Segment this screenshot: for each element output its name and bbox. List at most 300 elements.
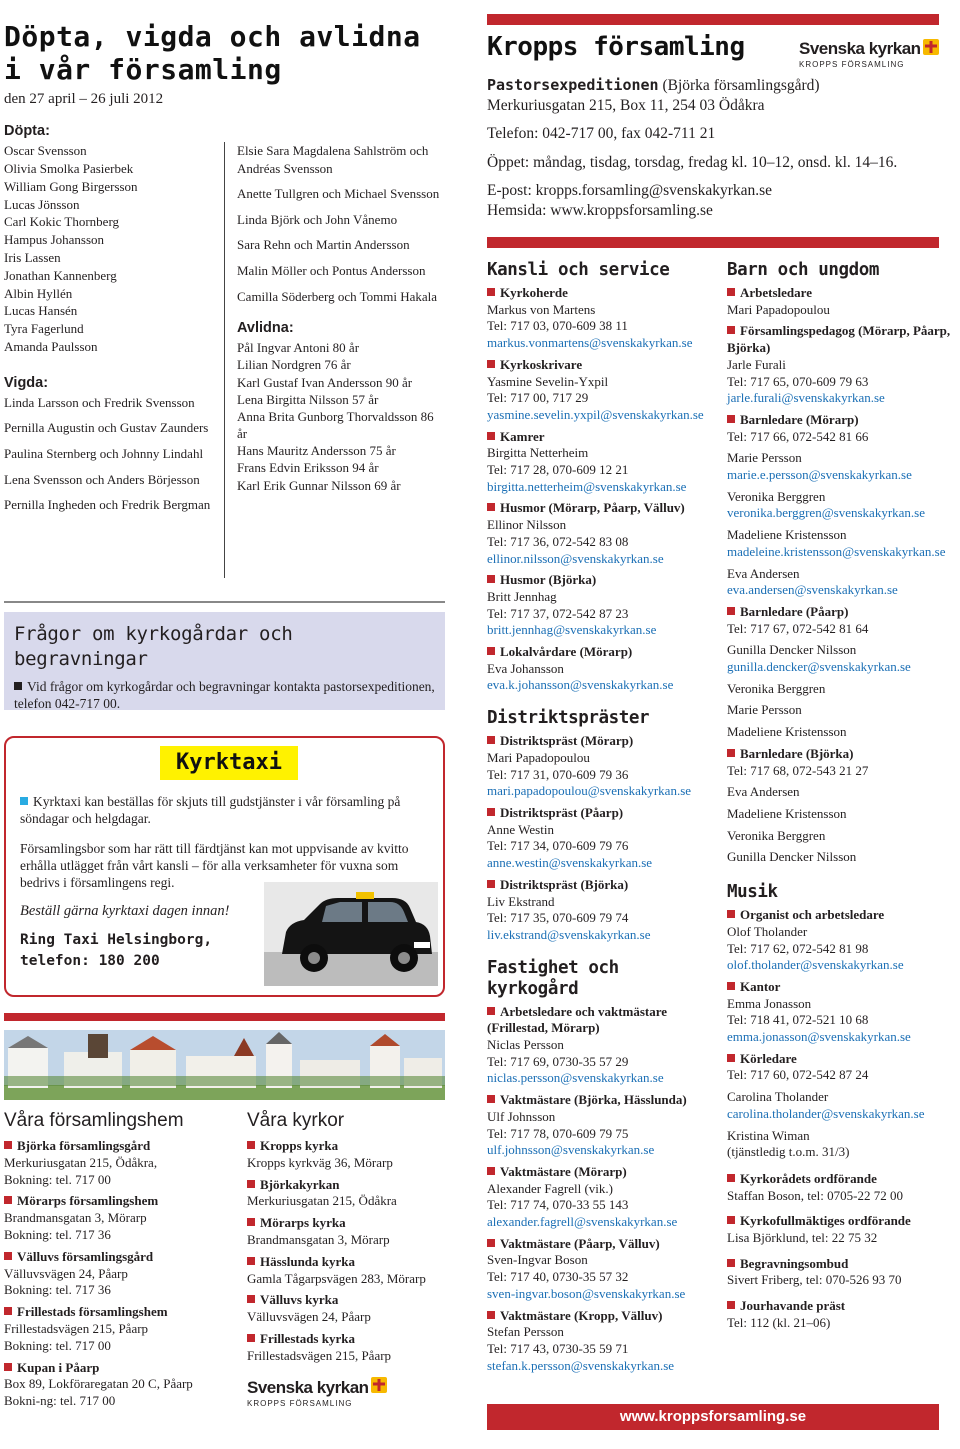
- married-couple: Paulina Sternberg och Johnny Lindahl: [4, 446, 204, 461]
- deceased-name: Pål Ingvar Antoni 80 år: [237, 340, 360, 356]
- cemetery-questions-box: [4, 612, 445, 710]
- forsamlingshem-name: Välluvs församlingsgård: [17, 1248, 154, 1264]
- staff-name: Birgitta Netterheim: [487, 445, 589, 461]
- youth-line: Tel: 717 66, 072-542 81 66: [727, 428, 869, 444]
- forsamlingshem-address: Frillestadsvägen 215, Påarp: [4, 1321, 149, 1337]
- deceased-name: Frans Edvin Eriksson 94 år: [237, 460, 379, 476]
- bullet-square-icon: [487, 1007, 495, 1015]
- choir-leader-line: (tjänstledig t.o.m. 31/3): [727, 1144, 850, 1160]
- kyrkor-item: [247, 1177, 457, 1211]
- staff-entry: [487, 1308, 719, 1375]
- forsamlingshem-item: [4, 1138, 242, 1188]
- bullet-square-icon: [727, 1174, 735, 1182]
- staff-phone: Tel: 717 62, 072-542 81 98: [727, 940, 869, 956]
- staff-phone: Tel: 717 36, 072-542 83 08: [487, 533, 629, 549]
- staff-entry: [727, 1051, 952, 1084]
- church-taxi-intro: Kyrktaxi kan beställas för skjuts till gudstjänster i vår församling på söndagar och helgdagar.: [20, 794, 401, 826]
- staff-phone: Tel: 717 34, 070-609 79 76: [487, 838, 629, 854]
- staff-entry: [487, 877, 719, 944]
- youth-phone: Tel: 717 68, 072-543 21 27: [727, 762, 869, 778]
- district-priests-list: [487, 733, 719, 943]
- baptized-name: Iris Lassen: [4, 249, 61, 265]
- forsamlingshem-booking: Bokni-ng: tel. 717 00: [4, 1393, 116, 1409]
- bullet-square-icon: [487, 880, 495, 888]
- bullet-square-icon: [487, 808, 495, 816]
- staff-role: Vaktmästare (Björka, Hässlunda): [500, 1092, 687, 1108]
- staff-role: Husmor (Björka): [500, 572, 597, 588]
- staff-name: Yasmine Sevelin-Yxpil: [487, 373, 609, 389]
- office-heading: Pastorsexpeditionen: [487, 76, 659, 94]
- staff-entry: [727, 979, 952, 1046]
- open-label: Öppet:: [487, 153, 530, 171]
- svenska-kyrkan-header-logo: [799, 38, 921, 71]
- section-divider: [4, 601, 445, 603]
- council-role: Begravningsombud: [740, 1255, 849, 1271]
- kyrkor-name: Björkakyrkan: [260, 1176, 340, 1192]
- youth-entry: [727, 412, 952, 445]
- staff-phone: Tel: 717 03, 070-609 38 11: [487, 318, 628, 334]
- youth-role: Församlingspedagog (Mörarp, Påarp, Björka): [727, 323, 951, 356]
- bullet-square-icon: [4, 1141, 12, 1149]
- baptized-name: Lucas Hansén: [4, 303, 78, 319]
- staff-phone: Tel: 717 60, 072-542 87 24: [727, 1067, 869, 1083]
- staff-entry: [487, 1092, 719, 1159]
- staff-email[interactable]: markus.vonmartens@svenskakyrkan.se: [487, 335, 693, 351]
- bullet-square-icon: [487, 360, 495, 368]
- date-range: den 27 april – 26 juli 2012: [4, 91, 164, 107]
- married-couple: Linda Larsson och Fredrik Svensson: [4, 394, 195, 410]
- office-email[interactable]: kropps.forsamling@svenskakyrkan.se: [535, 182, 773, 199]
- staff-role: Lokalvårdare (Mörarp): [500, 644, 633, 660]
- staff-role: Kyrkoskrivare: [500, 356, 583, 372]
- youth-leader-name: Veronika Berggren: [727, 827, 826, 843]
- married-couple: Malin Möller och Pontus Andersson: [237, 262, 426, 278]
- kyrkor-item: [247, 1138, 457, 1172]
- bullet-square-icon: [487, 575, 495, 583]
- bullet-square-icon: [487, 503, 495, 511]
- deceased-name: Lena Birgitta Nilsson 57 år: [237, 391, 379, 407]
- header-logo-sub-text: KROPPS FÖRSAMLING: [799, 60, 905, 70]
- youth-leader-name: Madeliene Kristensson: [727, 527, 847, 543]
- deceased-list: [237, 339, 447, 493]
- kyrkor-item: [247, 1331, 457, 1365]
- staff-entry: [487, 805, 719, 872]
- kyrkor-name: Kropps kyrka: [260, 1138, 339, 1154]
- forsamlingshem-item: [4, 1360, 242, 1410]
- parish-office-section: [487, 30, 939, 220]
- staff-email[interactable]: stefan.k.persson@svenskakyrkan.se: [487, 1357, 675, 1373]
- youth-leader: [727, 642, 952, 675]
- deceased-name: Karl Gustaf Ivan Andersson 90 år: [237, 374, 413, 390]
- churches-section: [247, 1108, 457, 1410]
- council-role: Jourhavande präst: [740, 1298, 846, 1314]
- baptized-name: Tyra Fagerlund: [4, 321, 84, 337]
- married-list-part2: [237, 142, 447, 305]
- baptized-name: Olivia Smolka Pasierbek: [4, 160, 134, 176]
- column-divider: [224, 142, 225, 578]
- baptized-name: Oscar Svensson: [4, 143, 87, 159]
- church-taxi-book-ahead: Beställ gärna kyrktaxi dagen innan!: [20, 903, 230, 919]
- forsamlingshem-booking: Bokning: tel. 717 36: [4, 1227, 111, 1243]
- staff-role: Distriktspräst (Mörarp): [500, 733, 634, 749]
- youth-leader-name: Madeliene Kristensson: [727, 724, 847, 740]
- bullet-square-icon: [487, 1095, 495, 1103]
- baptized-name: Lucas Jönsson: [4, 196, 80, 212]
- staff-phone: Tel: 717 28, 070-609 12 21: [487, 462, 629, 478]
- office-website[interactable]: www.kroppsforsamling.se: [550, 201, 713, 219]
- staff-phone: Tel: 717 31, 070-609 79 36: [487, 766, 629, 782]
- logo-main-text: Svenska kyrkan: [247, 1377, 369, 1397]
- deceased-name: Lilian Nordgren 76 år: [237, 357, 351, 373]
- kyrkor-name: Mörarps kyrka: [260, 1215, 346, 1231]
- churches-heading: Våra kyrkor: [247, 1110, 345, 1131]
- youth-role: Barnledare (Påarp): [740, 603, 849, 619]
- staff-entry: [487, 429, 719, 496]
- youth-leader-email[interactable]: madeleine.kristensson@svenskakyrkan.se: [727, 543, 946, 559]
- church-taxi-box: [4, 736, 445, 997]
- staff-entry: [487, 357, 719, 424]
- baptized-name: Jonathan Kannenberg: [4, 267, 117, 283]
- parish-halls-heading: Våra församlingshem: [4, 1110, 184, 1131]
- office-place: (Björka församlingsgård): [662, 77, 820, 94]
- staff-email[interactable]: ellinor.nilsson@svenskakyrkan.se: [487, 550, 664, 566]
- youth-entry-bjorka: [727, 746, 952, 779]
- youth-email[interactable]: jarle.furali@svenskakyrkan.se: [727, 390, 885, 406]
- staff-email[interactable]: niclas.persson@svenskakyrkan.se: [487, 1070, 664, 1086]
- choir-leader-line: Kristina Wiman: [727, 1127, 810, 1143]
- youth-line: Mari Papadopoulou: [727, 301, 830, 317]
- staff-name: Eva Johansson: [487, 660, 564, 676]
- page-title-line2: i vår församling: [4, 53, 282, 86]
- staff-role: Körledare: [740, 1050, 797, 1066]
- kyrkor-address: Frillestadsvägen 215, Påarp: [247, 1347, 392, 1363]
- kyrkor-address: Brandmansgatan 3, Mörarp: [247, 1232, 390, 1248]
- staff-role: Arbetsledare och vaktmästare (Frillestad, Mörarp): [487, 1003, 668, 1036]
- council-line: Lisa Björklund, tel: 22 75 32: [727, 1230, 878, 1246]
- married-couple: Lena Svensson och Anders Börjesson: [4, 471, 200, 487]
- council-line: Sivert Friberg, tel: 070-526 93 70: [727, 1272, 902, 1288]
- staff-phone: Tel: 718 41, 072-521 10 68: [727, 1012, 869, 1028]
- staff-role: Vaktmästare (Påarp, Välluv): [500, 1235, 660, 1251]
- forsamlingshem-address: Brandmansgatan 3, Mörarp: [4, 1210, 147, 1226]
- cemetery-questions-heading: Frågor om kyrkogårdar och begravningar: [14, 623, 293, 671]
- cemetery-questions-text: Vid frågor om kyrkogårdar och begravningar kontakta pastorsexpeditionen, telefon 042-717 00.: [14, 679, 435, 712]
- parish-halls-section: [4, 1108, 242, 1410]
- staff-phone: Tel: 717 43, 0730-35 59 71: [487, 1340, 629, 1356]
- forsamlingshem-item: [4, 1249, 242, 1299]
- youth-role: Barnledare (Mörarp): [740, 411, 859, 427]
- staff-role: Distriktspräst (Påarp): [500, 804, 624, 820]
- youth-leader-email[interactable]: gunilla.dencker@svenskakyrkan.se: [727, 659, 911, 675]
- staff-name: Ellinor Nilsson: [487, 517, 567, 533]
- office-hours: måndag, tisdag, torsdag, fredag kl. 10–12, onsd. kl. 14–16.: [533, 153, 898, 171]
- kyrkor-address: Välluvsvägen 24, Påarp: [247, 1309, 371, 1325]
- baptized-name: Hampus Johansson: [4, 232, 105, 248]
- baptized-list: [4, 142, 219, 356]
- youth-leader-email[interactable]: eva.andersen@svenskakyrkan.se: [727, 582, 898, 598]
- staff-name: Stefan Persson: [487, 1324, 564, 1340]
- kyrkor-address: Merkuriusgatan 215, Ödåkra: [247, 1193, 397, 1209]
- baptized-name: Albin Hyllén: [4, 285, 73, 301]
- staff-email[interactable]: olof.tholander@svenskakyrkan.se: [727, 957, 904, 973]
- office-service-heading: Kansli och service: [487, 260, 670, 280]
- page-title-line1: Döpta, vigda och avlidna: [4, 20, 421, 53]
- bullet-square-icon: [727, 607, 735, 615]
- council-entry: [727, 1298, 952, 1331]
- married-deceased-column: [237, 142, 447, 494]
- youth-leader-name: Eva Andersen: [727, 565, 800, 581]
- bullet-square-icon: [727, 288, 735, 296]
- deceased-name: Hans Mauritz Andersson 75 år: [237, 443, 396, 459]
- staff-email[interactable]: sven-ingvar.boson@svenskakyrkan.se: [487, 1285, 686, 1301]
- council-entry: [727, 1171, 952, 1204]
- property-heading-line1: Fastighet och: [487, 957, 619, 978]
- youth-leader-name: Eva Andersen: [727, 784, 800, 800]
- forsamlingshem-name: Kupan i Påarp: [17, 1359, 100, 1375]
- staff-phone: Tel: 717 35, 070-609 79 74: [487, 910, 629, 926]
- staff-email[interactable]: alexander.fagrell@svenskakyrkan.se: [487, 1214, 678, 1230]
- red-mid-bar: [487, 237, 939, 248]
- staff-role: Husmor (Mörarp, Påarp, Välluv): [500, 500, 685, 516]
- staff-email[interactable]: birgitta.netterheim@svenskakyrkan.se: [487, 478, 687, 494]
- choir-leader-name: Carolina Tholander: [727, 1089, 829, 1105]
- property-list: [487, 1004, 719, 1375]
- bullet-square-icon: [487, 432, 495, 440]
- youth-leader: [727, 527, 952, 560]
- kyrkor-address: Kropps kyrkväg 36, Mörarp: [247, 1154, 393, 1170]
- staff-entry: [487, 285, 719, 352]
- staff-email[interactable]: liv.ekstrand@svenskakyrkan.se: [487, 926, 651, 942]
- staff-name: Anne Westin: [487, 821, 554, 837]
- web-label: Hemsida:: [487, 201, 547, 219]
- staff-email[interactable]: eva.k.johansson@svenskakyrkan.se: [487, 677, 674, 693]
- staff-role: Kyrkoherde: [500, 285, 568, 300]
- kyrkor-name: Frillestads kyrka: [260, 1331, 355, 1347]
- bullet-square-icon: [247, 1218, 255, 1226]
- website-footer-link[interactable]: www.kroppsforsamling.se: [487, 1404, 939, 1430]
- staff-name: Ulf Johnsson: [487, 1108, 556, 1124]
- staff-name: Markus von Martens: [487, 301, 596, 317]
- married-couple: Elsie Sara Magdalena Sahlström och Andréas Svensson: [237, 143, 429, 176]
- youth-leader-name: Gunilla Dencker Nilsson: [727, 849, 857, 865]
- youth-role: Barnledare (Björka): [740, 745, 854, 761]
- staff-entry: [487, 500, 719, 567]
- bullet-square-icon: [247, 1334, 255, 1342]
- office-service-list: [487, 285, 719, 694]
- staff-phone: Tel: 717 40, 0730-35 57 32: [487, 1269, 629, 1285]
- bullet-square-icon: [487, 288, 495, 296]
- email-label: E-post:: [487, 182, 532, 199]
- office-phone: 042-717 00, fax 042-711 21: [542, 125, 716, 142]
- youth-leader-email[interactable]: veronika.berggren@svenskakyrkan.se: [727, 505, 926, 521]
- staff-email[interactable]: emma.jonasson@svenskakyrkan.se: [727, 1029, 911, 1045]
- kyrkor-item: [247, 1292, 457, 1326]
- choir-leader-leave: [727, 1128, 952, 1161]
- staff-phone: Tel: 717 37, 072-542 87 23: [487, 605, 629, 621]
- district-priests-heading: Distriktspräster: [487, 708, 650, 729]
- baptized-heading: Döpta:: [4, 123, 50, 139]
- choir-leader: [727, 1089, 952, 1122]
- council-line: Staffan Boson, tel: 0705-22 72 00: [727, 1187, 903, 1203]
- youth-leader-name: Madeliene Kristensson: [727, 805, 847, 821]
- deceased-name: Karl Erik Gunnar Nilsson 69 år: [237, 477, 401, 493]
- staff-column-right: [727, 256, 952, 1341]
- svenska-kyrkan-logo: [247, 1377, 457, 1410]
- bullet-square-icon: [727, 1301, 735, 1309]
- bullet-square-icon: [487, 1239, 495, 1247]
- youth-line: Tel: 717 65, 070-609 79 63: [727, 373, 869, 389]
- church-taxi-eligibility: Församlingsbor som har rätt till färdtjänst kan mot uppvisande av kvitto erhålla utlägget från vårt kansli – för alla verksamheter för vuxna som bedrivs i församlingens regi.: [20, 841, 409, 890]
- parish-title: Kropps församling: [487, 32, 745, 62]
- bullet-square-icon: [487, 736, 495, 744]
- staff-phone: Tel: 717 00, 717 29: [487, 390, 589, 406]
- married-couple: Linda Björk och John Vånemo: [237, 211, 398, 227]
- baptized-name: Carl Kokic Thornberg: [4, 214, 120, 230]
- forsamlingshem-name: Björka församlingsgård: [17, 1138, 151, 1154]
- staff-column-left: [487, 256, 719, 1379]
- bullet-square-icon: [727, 1054, 735, 1062]
- bullet-square-icon: [727, 910, 735, 918]
- bullet-square-icon: [4, 1307, 12, 1315]
- red-top-bar: [487, 14, 939, 25]
- church-cross-logo-icon: [923, 39, 939, 55]
- staff-name: Britt Jennhag: [487, 588, 557, 604]
- bullet-square-icon: [727, 1216, 735, 1224]
- bullet-square-icon: [247, 1257, 255, 1265]
- music-list: [727, 907, 952, 1331]
- staff-role: Organist och arbetsledare: [740, 907, 885, 923]
- births-weddings-deaths-header: [4, 20, 444, 110]
- staff-email[interactable]: ulf.johnsson@svenskakyrkan.se: [487, 1142, 655, 1158]
- council-entry: [727, 1256, 952, 1289]
- kyrkor-item: [247, 1215, 457, 1249]
- council-entry: [727, 1213, 952, 1246]
- staff-email[interactable]: mari.papadopoulou@svenskakyrkan.se: [487, 783, 692, 799]
- married-list-part1: [4, 394, 219, 514]
- youth-phone: Tel: 717 67, 072-542 81 64: [727, 620, 869, 636]
- kyrkor-item: [247, 1254, 457, 1288]
- staff-name: Mari Papadopoulou: [487, 749, 590, 765]
- youth-entry: [727, 323, 952, 407]
- kyrkor-name: Hässlunda kyrka: [260, 1253, 356, 1269]
- married-couple: Anette Tullgren och Michael Svensson: [237, 186, 440, 202]
- youth-leader-name: Veronika Berggren: [727, 680, 826, 696]
- bullet-square-icon: [4, 1363, 12, 1371]
- staff-name: Sven-Ingvar Boson: [487, 1252, 588, 1268]
- staff-entry: [487, 644, 719, 694]
- staff-phone: Tel: 717 74, 070-33 55 143: [487, 1197, 629, 1213]
- taxi-company-line1: Ring Taxi Helsingborg,: [20, 932, 213, 948]
- church-taxi-label: Kyrktaxi: [160, 746, 298, 780]
- bullet-square-icon: [487, 1167, 495, 1175]
- youth-leader-name: Veronika Berggren: [727, 488, 826, 504]
- staff-entry: [487, 733, 719, 800]
- staff-email[interactable]: britt.jennhag@svenskakyrkan.se: [487, 622, 657, 638]
- choir-leader-email[interactable]: carolina.tholander@svenskakyrkan.se: [727, 1105, 925, 1121]
- forsamlingshem-booking: Bokning: tel. 717 00: [4, 1171, 111, 1187]
- bullet-square-icon: [727, 982, 735, 990]
- baptized-married-column: [4, 108, 219, 522]
- youth-leader: [727, 489, 952, 522]
- deceased-name: Anna Brita Gunborg Thorvaldsson 86 år: [237, 408, 434, 442]
- parish-halls-list: [4, 1138, 242, 1410]
- bullet-square-icon: [247, 1295, 255, 1303]
- office-address: Merkuriusgatan 215, Box 11, 254 03 Ödåkra: [487, 96, 765, 114]
- youth-entry: [727, 285, 952, 318]
- youth-role: Arbetsledare: [740, 285, 812, 300]
- forsamlingshem-name: Frillestads församlingshem: [17, 1304, 168, 1320]
- youth-leader-name: Gunilla Dencker Nilsson: [727, 642, 857, 658]
- taxi-car-icon: [264, 882, 438, 986]
- married-couple: Pernilla Ingheden och Fredrik Bergman: [4, 497, 211, 513]
- music-heading: Musik: [727, 882, 778, 903]
- bullet-square-icon: [727, 1259, 735, 1267]
- forsamlingshem-booking: Bokning: tel. 717 36: [4, 1282, 111, 1298]
- staff-role: Kantor: [740, 978, 781, 994]
- churches-list: [247, 1138, 457, 1365]
- staff-phone: Tel: 717 78, 070-609 79 75: [487, 1125, 629, 1141]
- youth-leader-name: Marie Persson: [727, 702, 802, 718]
- logo-sub-text: KROPPS FÖRSAMLING: [247, 1399, 353, 1409]
- church-photo-strip-icon: [4, 1030, 445, 1100]
- baptized-name: Amanda Paulsson: [4, 338, 98, 354]
- bullet-square-icon: [727, 749, 735, 757]
- council-role: Kyrkorådets ordförande: [740, 1170, 877, 1186]
- staff-entry: [487, 572, 719, 639]
- bullet-square-icon: [727, 415, 735, 423]
- bullet-square-icon: [727, 326, 735, 334]
- taxi-phone: telefon: 180 200: [20, 953, 160, 969]
- youth-leader: [727, 450, 952, 483]
- staff-role: Distriktspräst (Björka): [500, 876, 629, 892]
- youth-heading: Barn och ungdom: [727, 260, 880, 280]
- youth-leader-email[interactable]: marie.e.persson@svenskakyrkan.se: [727, 467, 912, 483]
- staff-entry: [487, 1164, 719, 1231]
- staff-email[interactable]: yasmine.sevelin.yxpil@svenskakyrkan.se: [487, 406, 704, 422]
- forsamlingshem-address: Välluvsvägen 24, Påarp: [4, 1265, 128, 1281]
- forsamlingshem-item: [4, 1193, 242, 1243]
- staff-role: Kamrer: [500, 428, 545, 444]
- forsamlingshem-address: Merkuriusgatan 215, Ödåkra,: [4, 1154, 158, 1170]
- staff-entry: [727, 907, 952, 974]
- bullet-square-icon: [4, 1196, 12, 1204]
- council-role: Kyrkofullmäktiges ordförande: [740, 1213, 911, 1229]
- youth-entry-paarp: [727, 604, 952, 637]
- staff-name: Niclas Persson: [487, 1037, 564, 1053]
- forsamlingshem-address: Box 89, Lokföraregatan 20 C, Påarp: [4, 1376, 193, 1392]
- staff-entry: [487, 1236, 719, 1303]
- bullet-square-icon: [14, 682, 22, 690]
- staff-role: Vaktmästare (Kropp, Välluv): [500, 1307, 663, 1323]
- youth-leader: [727, 566, 952, 599]
- kyrkor-address: Gamla Tågarpsvägen 283, Mörarp: [247, 1270, 426, 1286]
- phone-label: Telefon:: [487, 125, 539, 142]
- baptized-name: William Gong Birgersson: [4, 178, 138, 194]
- bullet-square-icon: [4, 1252, 12, 1260]
- bullet-square-icon: [247, 1141, 255, 1149]
- youth-leader-name: Marie Persson: [727, 450, 802, 466]
- bullet-square-icon: [487, 1311, 495, 1319]
- married-couple: Sara Rehn och Martin Andersson: [237, 237, 410, 253]
- bullet-square-icon: [247, 1180, 255, 1188]
- youth-list: [727, 285, 952, 866]
- staff-name: Alexander Fagrell (vik.): [487, 1180, 613, 1196]
- red-divider: [4, 1013, 445, 1021]
- staff-email[interactable]: anne.westin@svenskakyrkan.se: [487, 855, 653, 871]
- staff-name: Emma Jonasson: [727, 995, 812, 1011]
- forsamlingshem-item: [4, 1304, 242, 1354]
- married-couple: Camilla Söderberg och Tommi Hakala: [237, 288, 438, 304]
